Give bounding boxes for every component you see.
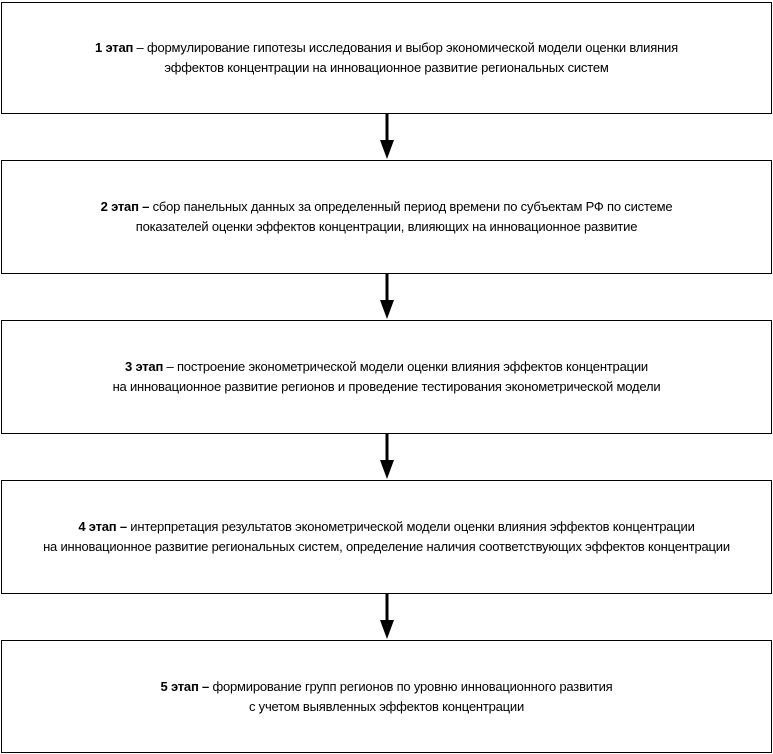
stage-3-desc-1: – построение эконометрической модели оценки влияния эффектов концентрации xyxy=(163,359,648,374)
stage-4-line-2: на инновационное развитие региональных систем, определение наличия соответствующих эффектов концентрации xyxy=(43,539,730,554)
stage-2-box xyxy=(1,160,772,274)
arrow-down-icon xyxy=(376,594,398,640)
stage-1-box xyxy=(1,2,772,114)
stage-2-line-2: показателей оценки эффектов концентрации, влияющих на инновационное развитие xyxy=(135,219,638,234)
arrow-down-icon xyxy=(376,114,398,160)
stage-4-desc-1: интерпретация результатов эконометрической модели оценки влияния эффектов концентрации xyxy=(126,519,695,534)
stage-4-label: 4 этап – xyxy=(78,519,127,534)
stage-3-box xyxy=(1,320,772,434)
stage-2-text xyxy=(101,197,673,237)
stage-3-line-2: на инновационное развитие регионов и проведение тестирования эконометрической модели xyxy=(112,379,661,394)
stage-5-label: 5 этап – xyxy=(160,678,210,694)
stage-1-desc-1: – формулирование гипотезы исследования и выбор экономической модели оценки влияния xyxy=(133,40,678,55)
stage-1-line-1 xyxy=(95,38,678,58)
stage-1-text xyxy=(95,38,678,78)
stage-3-text xyxy=(113,357,661,397)
arrow-down-icon xyxy=(376,274,398,320)
arrow-down-icon xyxy=(376,434,398,480)
stage-5-box xyxy=(1,640,772,753)
stage-1-line-2: эффектов концентрации на инновационное развитие региональных систем xyxy=(164,60,609,75)
stage-4-text xyxy=(43,517,730,557)
stage-4-line-1 xyxy=(43,517,730,537)
stage-2-line-1 xyxy=(101,197,673,217)
stage-3-line-1 xyxy=(113,357,661,377)
stage-1-label: 1 этап xyxy=(95,40,134,55)
stage-5-line-2: с учетом выявленных эффектов концентрации xyxy=(248,698,525,714)
stage-2-desc-1: сбор панельных данных за определенный период времени по субъектам РФ по системе xyxy=(149,199,673,214)
stage-5-desc-1: формирование групп регионов по уровню инновационного развития xyxy=(209,678,613,694)
stage-5-line-1 xyxy=(161,677,613,697)
stage-5-text xyxy=(161,677,613,717)
stage-3-label: 3 этап xyxy=(125,359,164,374)
stage-2-label: 2 этап – xyxy=(100,199,150,214)
stage-4-box xyxy=(1,480,772,594)
